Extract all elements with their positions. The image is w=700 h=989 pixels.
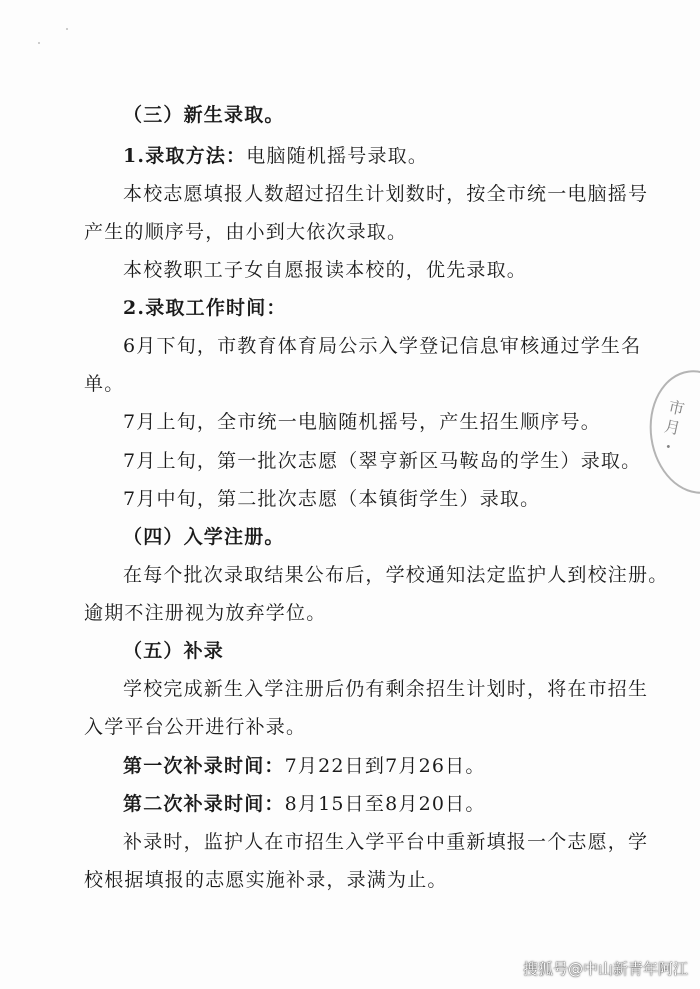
doc-line: 单。 <box>84 373 125 395</box>
doc-line-heading: 第二次补录时间： <box>123 793 285 815</box>
doc-line-body: 8月15日至8月20日。 <box>284 793 486 815</box>
paper-speck <box>38 42 40 44</box>
doc-line-body: 电脑随机摇号录取。 <box>246 145 429 167</box>
doc-line: 2.录取工作时间： <box>123 297 287 319</box>
doc-line-heading: 1.录取方法： <box>123 145 247 167</box>
doc-line: 本校教职工子女自愿报读本校的，优先录取。 <box>123 259 528 281</box>
paper-speck <box>66 28 68 30</box>
seal-stamp-text: 市 月 ・ <box>658 396 687 458</box>
doc-line-body: 7月22日到7月26日。 <box>284 755 486 777</box>
doc-line <box>123 754 486 778</box>
doc-line: 在每个批次录取结果公布后，学校通知法定监护人到校注册。 <box>123 564 669 586</box>
doc-line: 学校完成新生入学注册后仍有剩余招生计划时，将在市招生 <box>123 678 649 700</box>
watermark-text: 搜狐号@中山新青年阿江 <box>522 960 688 978</box>
doc-line <box>123 144 428 168</box>
doc-line-heading: 第一次补录时间： <box>123 755 285 777</box>
doc-line: （五）补录 <box>123 640 225 662</box>
doc-line: （四）入学注册。 <box>123 526 285 548</box>
doc-line: 本校志愿填报人数超过招生计划数时，按全市统一电脑摇号 <box>123 183 649 205</box>
doc-line: 7月中旬，第二批次志愿（本镇街学生）录取。 <box>123 488 541 510</box>
doc-line: 7月上旬，全市统一电脑随机摇号，产生招生顺序号。 <box>123 411 601 433</box>
doc-line: 校根据填报的志愿实施补录，录满为止。 <box>84 869 448 891</box>
doc-line: 产生的顺序号，由小到大依次录取。 <box>84 221 408 243</box>
doc-line: 补录时，监护人在市招生入学平台中重新填报一个志愿，学 <box>123 831 649 853</box>
doc-line <box>123 792 486 816</box>
doc-line: 6月下旬，市教育体育局公示入学登记信息审核通过学生名 <box>123 335 642 357</box>
doc-line: 逾期不注册视为放弃学位。 <box>84 602 327 624</box>
doc-line: （三）新生录取。 <box>123 104 285 126</box>
doc-line: 入学平台公开进行补录。 <box>84 716 307 738</box>
doc-line: 7月上旬，第一批次志愿（翠亨新区马鞍岛的学生）录取。 <box>123 450 642 472</box>
